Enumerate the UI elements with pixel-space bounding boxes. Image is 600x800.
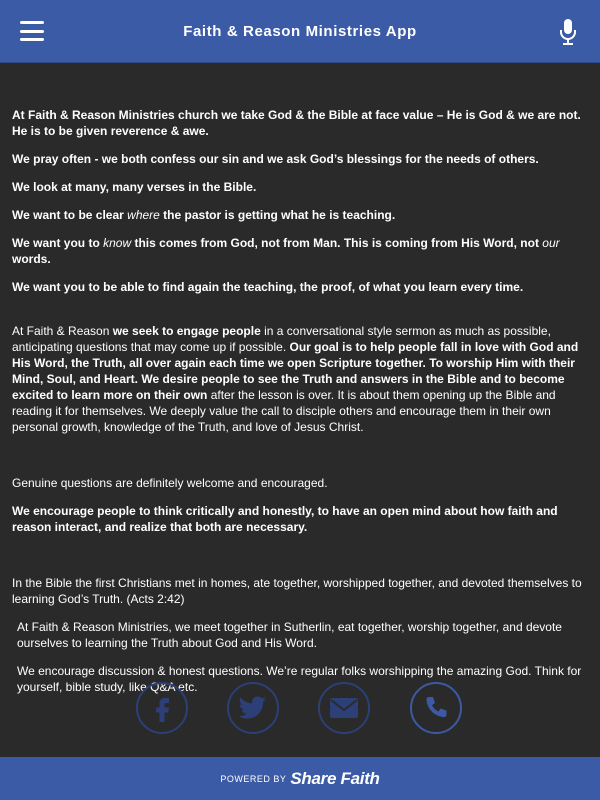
paragraph: We want to be clear where the pastor is getting what he is teaching. — [12, 208, 396, 222]
paragraph: We encourage people to think critically and honestly, to have an open mind about how faith and reason interact, and realize that both are necessary. — [12, 504, 558, 534]
paragraph: We want you to know this comes from God, not from Man. This is coming from His Word, not our words. — [12, 236, 560, 266]
paragraph: In the Bible the first Christians met in homes, ate together, worshipped together, and devoted themselves to learning God’s Truth. (Acts 2:42) — [12, 576, 582, 606]
main-content — [0, 63, 600, 695]
microphone-icon[interactable] — [558, 18, 578, 46]
phone-icon[interactable] — [410, 682, 462, 734]
paragraph: We encourage discussion & honest questions. We’re regular folks worshipping the amazing God. Think for yourself, bible study, like Q&A etc. — [17, 664, 582, 694]
paragraph: At Faith & Reason Ministries church we take God & the Bible at face value – He is God & we are not. He is to be given reverence & awe. — [12, 108, 581, 138]
facebook-icon[interactable] — [136, 682, 188, 734]
paragraph: We pray often - we both confess our sin and we ask God’s blessings for the needs of others. — [12, 152, 539, 166]
paragraph: Genuine questions are definitely welcome and encouraged. — [12, 476, 328, 490]
sharefaith-logo: Share Faith — [290, 768, 380, 788]
paragraph: We want you to be able to find again the teaching, the proof, of what you learn every time. — [12, 280, 524, 294]
social-bar — [0, 682, 600, 738]
paragraph: At Faith & Reason we seek to engage people in a conversational style sermon as much as possible, anticipating questions that may come up if possible. Our goal is to help people fall in love with God and His Word, the Truth, all over again each time we open Scripture together. To worship Him with their Mind, Soul, and Heart. We desire people to see the Truth and answers in the Bible and to become excited to learn more on their own after the lesson is over. It is about them opening up the Bible and reading it for themselves. We deeply value the call to disciple others and encourage them in their own personal growth, knowledge of the Truth, and love of Jesus Christ. — [12, 324, 579, 434]
app-header — [0, 0, 600, 63]
app-title: Faith & Reason Ministries App — [183, 22, 417, 40]
powered-by-footer[interactable] — [0, 757, 600, 800]
powered-by-label: POWERED BY — [220, 773, 287, 784]
paragraph: We look at many, many verses in the Bible. — [12, 180, 257, 194]
paragraph: At Faith & Reason Ministries, we meet together in Sutherlin, eat together, worship together, and devote ourselves to learning the Truth about God and His Word. — [17, 620, 562, 650]
twitter-icon[interactable] — [227, 682, 279, 734]
email-icon[interactable] — [318, 682, 370, 734]
hamburger-menu-icon[interactable] — [20, 21, 44, 41]
